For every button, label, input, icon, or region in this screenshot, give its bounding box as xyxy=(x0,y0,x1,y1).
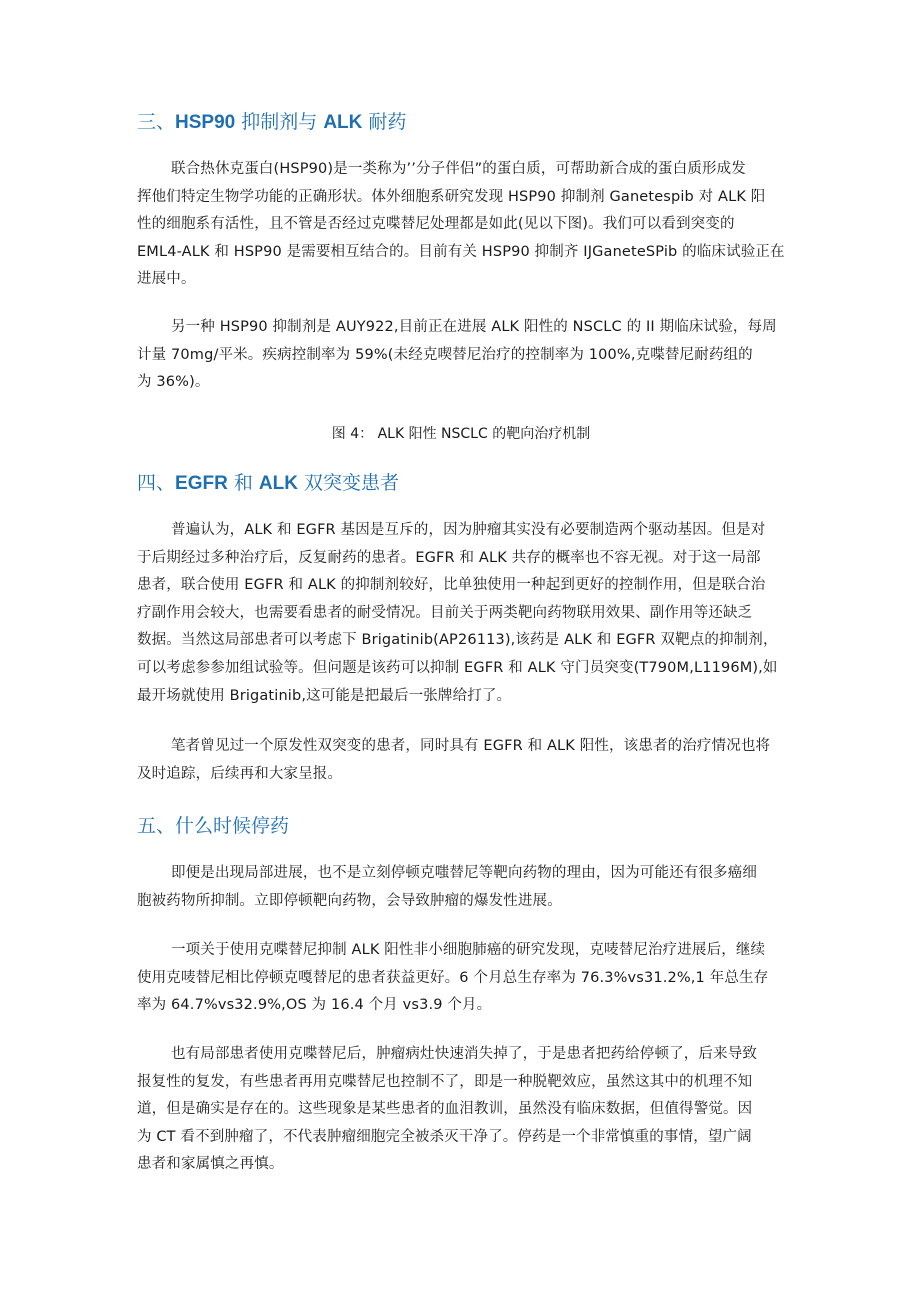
paragraph-hsp90-intro: 联合热休克蛋白(HSP90)是一类称为’’分子伴侣”的蛋白质，可帮助新合成的蛋白质形成发 挥他们特定生物学功能的正确形状。体外细胞系研究发现 HSP90 抑制剂 Ganetespib 对 ALK 阳 性的细胞系有活性，且不管是否经过克喋替尼处理都是如此(见以下图)。我们可以看到突变的 EML4-ALK 和 HSP90 是需要相互结合的。目前有关 HSP90 抑制齐 IJGaneteSPib 的临床试验正在 进展中。 xyxy=(137,161,785,288)
paragraph-author-case: 笔者曾见过一个原发性双突变的患者，同时具有 EGFR 和 ALK 阳性，该患者的治疗情况也将 及时追踪，后续再和大家呈报。 xyxy=(137,738,771,782)
section-heading-hsp90: 三、HSP90 抑制剂与 ALK 耐药 xyxy=(137,111,407,133)
paragraph-survival-study: 一项关于使用克喋替尼抑制 ALK 阳性非小细胞肺癌的研究发现，克唛替尼治疗进展后，继续 使用克唛替尼相比停顿克嘎替尼的患者获益更好。6 个月总生存率为 76.3%vs31.2%,1 年总生存 率为 64.7%vs32.9%,OS 为 16.4 个月 vs3.9 个月。 xyxy=(137,942,769,1014)
paragraph-rebound-warning: 也有局部患者使用克喋替尼后，肿瘤病灶快速消失掉了，于是患者把药给停顿了，后来导致 报复性的复发，有些患者再用克喋替尼也控制不了，即是一种脱靶效应，虽然这其中的机理不知 道，但是确实是存在的。这些现象是某些患者的血泪教训，虽然没有临床数据，但值得警觉。因 为 CT 看不到肿瘤了，不代表肿瘤细胞完全被杀灭干净了。停药是一个非常慎重的事情，望广阔 患者和家属慎之再慎。 xyxy=(137,1046,757,1173)
paragraph-dual-mutation: 普遍认为，ALK 和 EGFR 基因是互斥的，因为肿瘤其实没有必要制造两个驱动基因。但是对 于后期经过多种治疗后，反复耐药的患者。EGFR 和 ALK 共存的概率也不容无视。对于这一局部 患者，联合使用 EGFR 和 ALK 的抑制剂较好，比单独使用一种起到更好的控制作用，但是联合治 疗副作用会较大，也需要看患者的耐受情况。目前关于两类靶向药物联用效果、副作用等还缺乏 数据。当然这局部患者可以考虑下 Brigatinib(AP26113),该药是 ALK 和 EGFR 双靶点的抑制剂， 可以考虑参参加组试验等。但问题是该药可以抑制 EGFR 和 ALK 守门员突变(T790M,L1196M),如 最开场就使用 Brigatinib,这可能是把最后一张牌给打了。 xyxy=(137,522,778,704)
paragraph-local-progression: 即便是出现局部进展，也不是立刻停顿克嗤替尼等靶向药物的理由，因为可能还有很多癌细 胞被药物所抑制。立即停顿靶向药物，会导致肿瘤的爆发性进展。 xyxy=(137,865,757,909)
section-heading-egfr-alk: 四、EGFR 和 ALK 双突变患者 xyxy=(137,472,399,494)
paragraph-auy922: 另一种 HSP90 抑制剂是 AUY922,目前正在进展 ALK 阳性的 NSCLC 的 II 期临床试验，每周 计量 70mg/平米。疾病控制率为 59%(未经克喫替尼治疗的控制率为 100%,克喋替尼耐药组的 为 36%)。 xyxy=(137,319,777,391)
figure-caption: 图 4： ALK 阳性 NSCLC 的靶向治疗机制 xyxy=(331,426,591,442)
section-heading-when-to-stop: 五、什么时候停药 xyxy=(137,815,290,837)
